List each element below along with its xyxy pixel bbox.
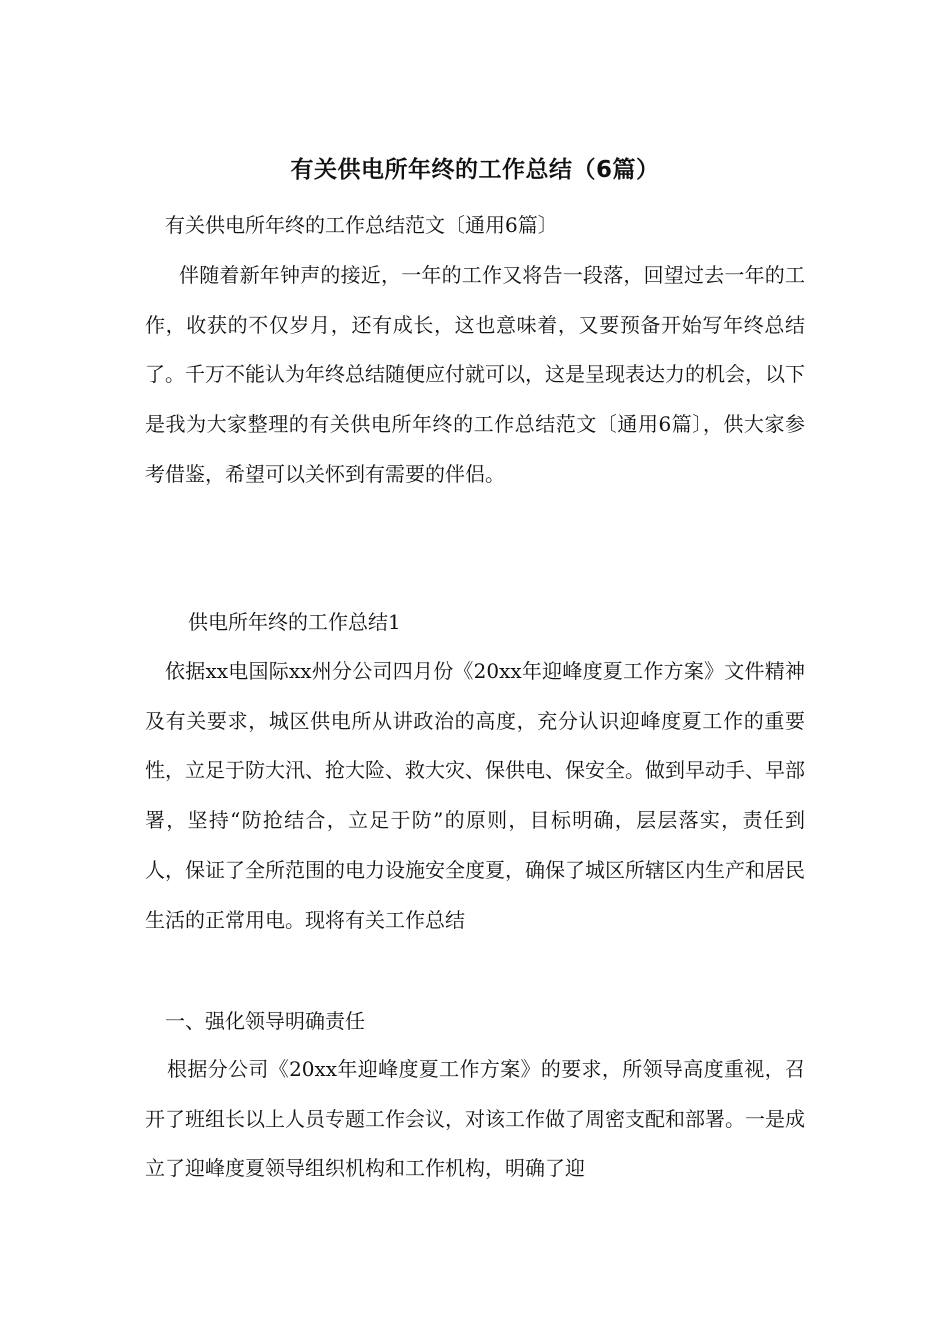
body-paragraph-1: 依据xx电国际xx州分公司四月份《20xx年迎峰度夏工作方案》文件精神及有关要求，城区供电所从讲政治的高度，充分认识迎峰度夏工作的重要性，立足于防大汛、抢大险、救大灾、保供电、保安全。做到早动手、早部署，坚持“防抢结合，立足于防”的原则，目标明确，层层落实，责任到人，保证了全所范围的电力设施安全度夏，确保了城区所辖区内生产和居民生活的正常用电。现将有关工作总结 (145, 659, 805, 932)
document-title: 有关供电所年终的工作总结（6篇） (290, 157, 660, 183)
document-subtitle: 有关供电所年终的工作总结范文〔通用6篇〕 (165, 213, 558, 237)
body-paragraph-2: 根据分公司《20xx年迎峰度夏工作方案》的要求，所领导高度重视，召开了班组长以上人员专题工作会议，对该工作做了周密支配和部署。一是成立了迎峰度夏领导组织机构和工作机构，明确了迎 (145, 1057, 805, 1181)
section-heading: 供电所年终的工作总结1 (188, 610, 401, 634)
subheading-strengthen-leadership: 一、强化领导明确责任 (165, 1009, 365, 1033)
intro-paragraph: 伴随着新年钟声的接近，一年的工作又将告一段落，回望过去一年的工作，收获的不仅岁月，还有成长，这也意味着，又要预备开始写年终总结了。千万不能认为年终总结随便应付就可以，这是呈现表达力的机会，以下是我为大家整理的有关供电所年终的工作总结范文〔通用6篇〕，供大家参考借鉴，希望可以关怀到有需要的伴侣。 (145, 263, 805, 486)
